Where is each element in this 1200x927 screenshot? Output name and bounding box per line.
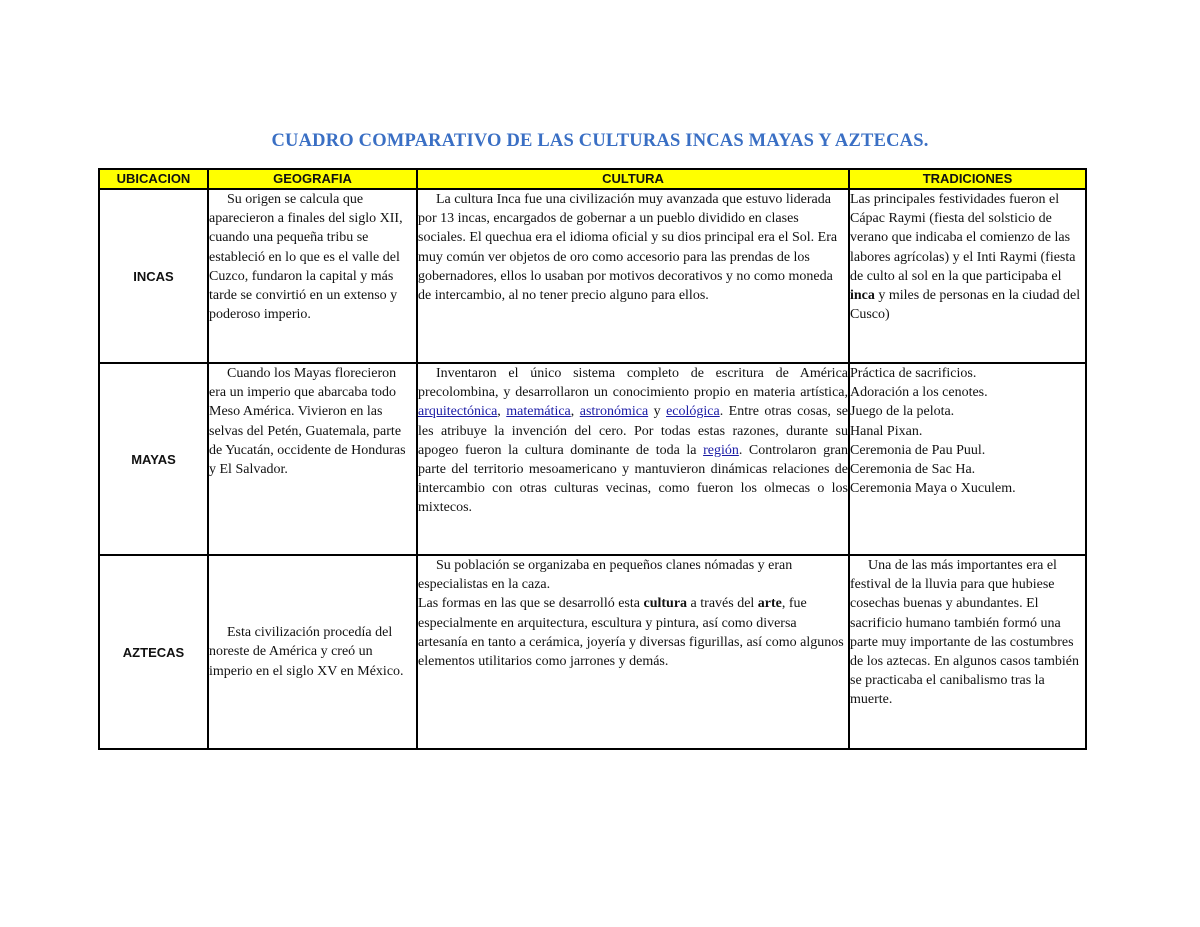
aztecas-cultura-bold-arte: arte [757,596,782,612]
incas-cultura-cell [417,189,849,363]
mayas-tradicion-item: Hanal Pixan. [850,423,923,439]
mayas-tradicion-item: Adoración a los cenotes. [850,385,988,401]
mayas-cultura-text: Inventaron el único sistema completo de escritura de América precolombina, y desarrollaron un conocimiento propio en materia artística, arquitectónica, matemática, astronómica y ecológica. Entre otras cosas, se les atribuye la invención del cero. Por todas estas razones, durante su apogeo fueron la cultura dominante de toda la región. Controlaron gran parte del territorio mesoamericano y mantuvieron dinámicas relaciones de intercambio con otras culturas vecinas, como fueron los olmecas o los mixtecos. [418,366,849,516]
aztecas-geografia-text: Esta civilización procedía del noreste de América y creó un imperio en el siglo XV en México. [209,625,404,679]
mayas-geografia-text: Cuando los Mayas florecieron era un imperio que abarcaba todo Meso América. Vivieron en las selvas del Petén, Guatemala, parte de Yucatán, occidente de Honduras y El Salvador. [209,366,406,478]
incas-geografia-text: Su origen se calcula que aparecieron a finales del siglo XII, cuando una pequeña tribu se estableció en lo que es el valle del Cuzco, fundaron la capital y más tarde se convirtió en un extenso y poderoso imperio. [209,192,403,323]
link-astronomica[interactable]: astronómica [579,404,649,420]
mayas-tradicion-item: Juego de la pelota. [850,404,955,420]
row-aztecas [99,555,1086,749]
link-matematica[interactable]: matemática [506,404,571,420]
aztecas-tradiciones-text: Una de las más importantes era el festival de la lluvia para que hubiese cosechas buenas y abundantes. El sacrificio humano también formó una parte muy importante de las costumbres de los aztecas. En algunos casos también se practicaba el canibalismo tras la muerte. [850,558,1079,708]
header-tradiciones: TRADICIONES [849,169,1086,189]
row-label-mayas: MAYAS [99,363,208,555]
aztecas-cultura-p1: Su población se organizaba en pequeños clanes nómadas y eran especialistas en la caza. [418,558,793,593]
incas-geografia-cell [208,189,417,363]
comparison-table [98,168,1087,750]
mayas-tradicion-item: Ceremonia Maya o Xuculem. [850,481,1016,497]
header-ubicacion: UBICACION [99,169,208,189]
mayas-cultura-conj: y [653,404,661,420]
row-mayas [99,363,1086,555]
incas-tradiciones-part2: y miles de personas en la ciudad del Cusco) [850,288,1081,323]
header-row [99,169,1086,189]
aztecas-cultura-p2-c: , fue especialmente en arquitectura, escultura y pintura, así como diversa artesanía en tanto a cerámica, joyería y diversas figurillas, así como algunos elementos utilitarios como jarrones y demás. [418,596,844,670]
aztecas-cultura-p2-b: a través del [690,596,755,612]
incas-tradiciones-part1: Las principales festividades fueron el Cápac Raymi (fiesta del solsticio de verano que indicaba el comienzo de las labores agrícolas) y el Inti Raymi (fiesta de culto al sol en la que participaba el [850,192,1076,284]
row-incas [99,189,1086,363]
header-cultura: CULTURA [417,169,849,189]
mayas-geografia-cell [208,363,417,555]
incas-tradiciones-cell [849,189,1086,363]
incas-cultura-text: La cultura Inca fue una civilización muy avanzada que estuvo liderada por 13 incas, encargados de gobernar a un pueblo dividido en clases sociales. El quechua era el idioma oficial y su dios principal era el Sol. Era muy común ver objetos de oro como accesorio para las prendas de los gobernadores, ellos lo usaban por motivos decorativos y no como moneda de intercambio, al no tener precio alguno para ellos. [418,192,838,304]
mayas-cultura-intro: Inventaron el único sistema completo de escritura de América precolombina, y desarrollaron un conocimiento propio en materia artística, [418,366,848,401]
incas-tradiciones-bold: inca [850,288,875,304]
mayas-cultura-end: . Controlaron gran parte del territorio mesoamericano y mantuvieron dinámicas relaciones de intercambio con otras culturas vecinas, como fueron los olmecas o los mixtecos. [418,442,849,516]
aztecas-cultura-cell [417,555,849,749]
aztecas-cultura-p2 [418,594,848,671]
document-title: CUADRO COMPARATIVO DE LAS CULTURAS INCAS MAYAS Y AZTECAS. [271,131,929,151]
mayas-tradicion-item: Práctica de sacrificios. [850,366,977,381]
row-label-aztecas: AZTECAS [99,555,208,749]
mayas-cultura-cell [417,363,849,555]
mayas-tradiciones-cell [849,363,1086,555]
aztecas-tradiciones-cell [849,555,1086,749]
mayas-tradicion-item: Ceremonia de Pau Puul. [850,442,986,458]
link-region[interactable]: región [703,442,739,458]
link-arquitectonica[interactable]: arquitectónica [418,404,498,420]
aztecas-cultura-p2-a: Las formas en las que se desarrolló esta [418,596,640,612]
row-label-incas: INCAS [99,189,208,363]
incas-tradiciones-text [850,190,1085,324]
header-geografia: GEOGRAFIA [208,169,417,189]
aztecas-geografia-cell [208,555,417,749]
mayas-cultura-mid: . Entre otras cosas, se les atribuye la invención del cero. Por todas estas razones, durante su apogeo fueron la cultura dominante de toda la [418,404,849,458]
link-ecologica[interactable]: ecológica [666,404,720,420]
aztecas-cultura-bold-cultura: cultura [643,596,688,612]
mayas-tradicion-item: Ceremonia de Sac Ha. [850,462,976,478]
